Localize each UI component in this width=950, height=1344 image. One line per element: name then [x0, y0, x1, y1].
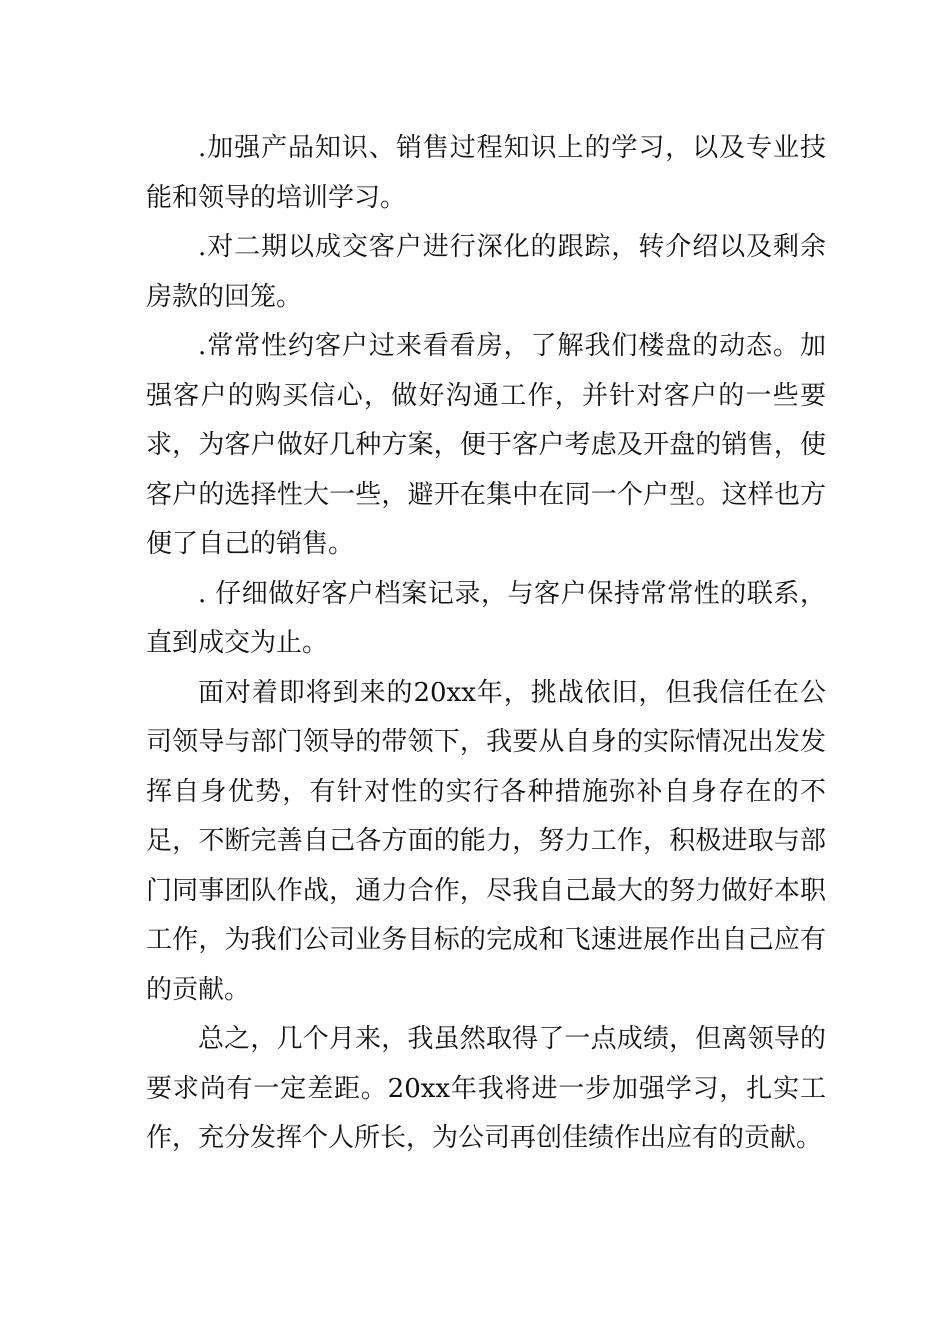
document-body: [146, 124, 826, 1164]
paragraph-conclusion: 总之，几个月来，我虽然取得了一点成绩，但离领导的要求尚有一定差距。20xx年我将进一步加强学习，扎实工作，充分发挥个人所长，为公司再创佳绩作出应有的贡献。: [146, 1024, 826, 1153]
paragraph-year-outlook: 面对着即将到来的20xx年，挑战依旧，但我信任在公司领导与部门领导的带领下，我要从自身的实际情况出发发挥自身优势，有针对性的实行各种措施弥补自身存在的不足，不断完善自己各方面的能力，努力工作，积极进取与部门同事团队作战，通力合作，尽我自己最大的努力做好本职工作，为我们公司业务目标的完成和飞速进展作出自己应有的贡献。: [146, 677, 826, 1005]
paragraph-client-visits: .常常性约客户过来看看房，了解我们楼盘的动态。加强客户的购买信心，做好沟通工作，并针对客户的一些要求，为客户做好几种方案，便于客户考虑及开盘的销售，使客户的选择性大一些，避开在集中在同一个户型。这样也方便了自己的销售。: [146, 331, 826, 559]
paragraph-client-records: . 仔细做好客户档案记录，与客户保持常常性的联系，直到成交为止。: [146, 578, 826, 658]
paragraph-client-followup: .对二期以成交客户进行深化的跟踪，转介绍以及剩余房款的回笼。: [146, 232, 826, 312]
paragraph-study-plan: .加强产品知识、销售过程知识上的学习，以及专业技能和领导的培训学习。: [146, 133, 826, 213]
